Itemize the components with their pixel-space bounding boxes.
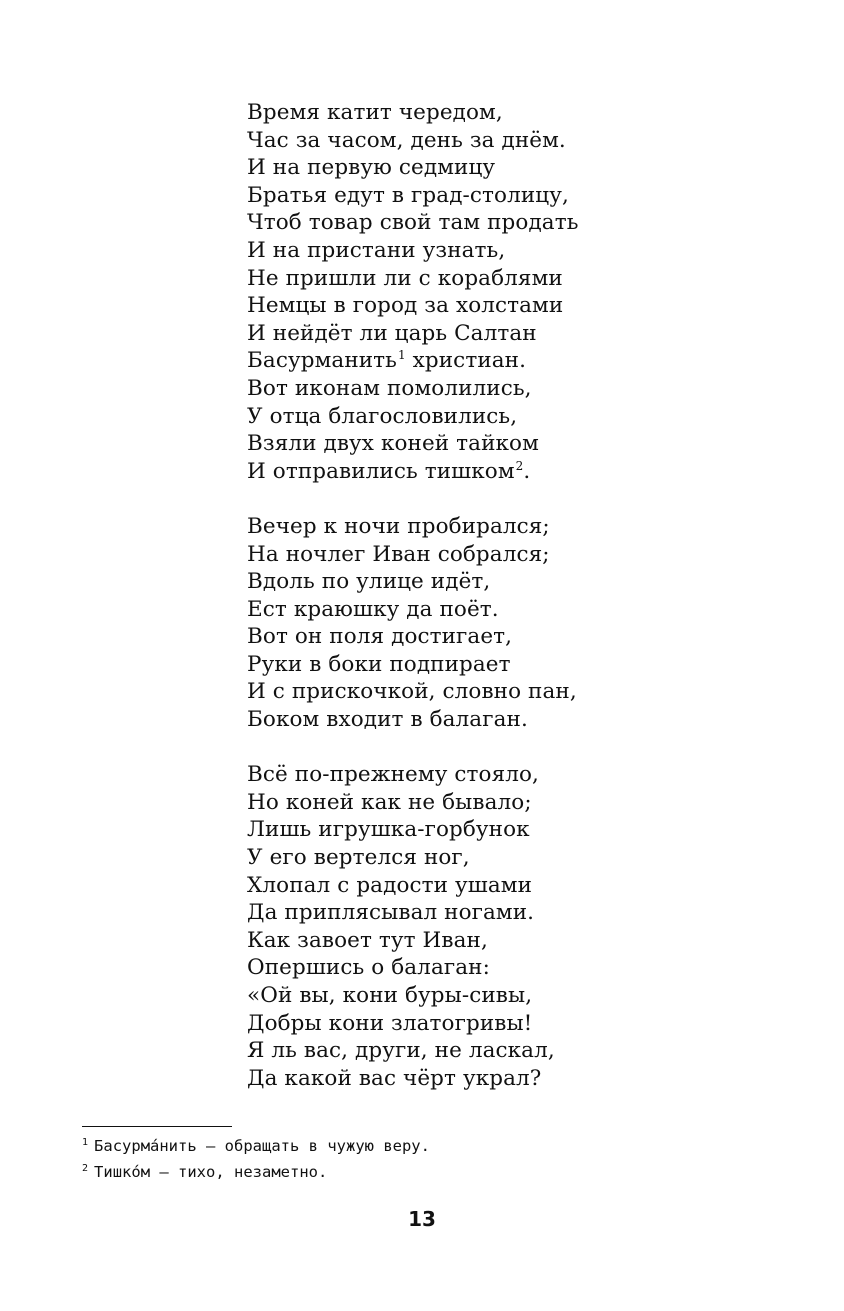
footnote-reference: 2 (515, 458, 524, 473)
verse-line (247, 347, 807, 375)
verse-text: Хлопал с радости ушами (247, 872, 532, 898)
verse-line (247, 816, 807, 844)
verse-text: Чтоб товар свой там продать (247, 210, 579, 236)
verse-line (247, 182, 807, 210)
verse-text: Да приплясывал ногами. (247, 900, 535, 926)
verse-text: И на первую седмицу (247, 155, 496, 181)
verse-line (247, 706, 807, 734)
page-number: 13 (408, 1207, 436, 1231)
verse-line (247, 844, 807, 872)
footnote-text: Басурма́нить — обращать в чужую веру. (94, 1137, 430, 1155)
verse-line (247, 872, 807, 900)
verse-text: «Ой вы, кони буры-сивы, (247, 983, 533, 1008)
verse-line (247, 596, 807, 624)
verse-line (247, 541, 807, 569)
verse-line (247, 761, 807, 789)
verse-line (247, 927, 807, 955)
verse-line (247, 154, 807, 182)
verse-line (247, 403, 807, 431)
verse-line (247, 430, 807, 458)
verse-text: У отца благословились, (247, 403, 518, 429)
verse-text: Вдоль по улице идёт, (247, 569, 491, 595)
verse-text: Час за часом, день за днём. (247, 127, 566, 153)
verse-text: Но коней как не бывало; (247, 789, 532, 815)
footnote-mark: 2 (82, 1163, 89, 1174)
verse-text: Вот он поля достигает, (247, 624, 513, 650)
footnote-text: Тишко́м — тихо, незаметно. (94, 1163, 328, 1181)
verse-text: Взяли двух коней тайком (247, 431, 539, 457)
verse-line (247, 320, 807, 348)
verse-line (247, 568, 807, 596)
verse-line (247, 678, 807, 706)
verse-text: И отправились тишком (247, 458, 515, 484)
verse-text: Как завоет тут Иван, (247, 927, 488, 953)
verse-line (247, 513, 807, 541)
verse-line (247, 127, 807, 155)
footnotes (82, 1133, 430, 1185)
footnote-reference: 1 (397, 348, 406, 363)
verse-text: И нейдёт ли царь Салтан (247, 320, 537, 346)
verse-line (247, 458, 807, 486)
footnote (82, 1133, 430, 1159)
verse-text: Басурманить (247, 348, 397, 374)
verse-text: И с прискочкой, словно пан, (247, 679, 577, 705)
verse-line (247, 237, 807, 265)
verse-text: Время катит чередом, (247, 100, 503, 125)
verse-text: Вечер к ночи пробирался; (247, 513, 550, 539)
verse-text: Боком входит в балаган. (247, 707, 528, 733)
verse-text: Руки в боки подпирает (247, 651, 511, 677)
verse-line (247, 265, 807, 293)
stanza (247, 761, 807, 1092)
verse-text: У его вертелся ног, (247, 845, 470, 871)
verse-text: Немцы в город за холстами (247, 293, 564, 319)
verse-text: Вот иконам помолились, (247, 375, 532, 401)
verse-text-after-mark: христиан. (405, 348, 527, 374)
footnote-divider (82, 1126, 232, 1127)
verse-line (247, 1010, 807, 1038)
verse-text-after-mark: . (523, 458, 531, 484)
verse-line (247, 1065, 807, 1093)
verse-text: И на пристани узнать, (247, 237, 506, 263)
verse-line (247, 99, 807, 127)
poem-text (247, 99, 807, 1120)
verse-line (247, 899, 807, 927)
verse-line (247, 292, 807, 320)
verse-line (247, 1037, 807, 1065)
verse-text: Да какой вас чёрт украл? (247, 1065, 542, 1091)
verse-line (247, 623, 807, 651)
verse-text: Опершись о балаган: (247, 955, 490, 981)
verse-text: Не пришли ли с кораблями (247, 265, 563, 291)
verse-text: Братья едут в град-столицу, (247, 182, 569, 208)
verse-text: Лишь игрушка-горбунок (247, 817, 530, 843)
verse-line (247, 982, 807, 1010)
footnote-mark: 1 (82, 1137, 89, 1148)
footnote (82, 1159, 430, 1185)
verse-text: Я ль вас, други, не ласкал, (247, 1038, 555, 1064)
verse-line (247, 789, 807, 817)
verse-text: Ест краюшку да поёт. (247, 596, 499, 622)
verse-line (247, 209, 807, 237)
verse-line (247, 375, 807, 403)
verse-text: Добры кони златогривы! (247, 1010, 533, 1036)
verse-line (247, 954, 807, 982)
verse-line (247, 651, 807, 679)
stanza (247, 513, 807, 734)
stanza (247, 99, 807, 485)
verse-text: На ночлег Иван собрался; (247, 541, 550, 567)
verse-text: Всё по-прежнему стояло, (247, 762, 539, 788)
